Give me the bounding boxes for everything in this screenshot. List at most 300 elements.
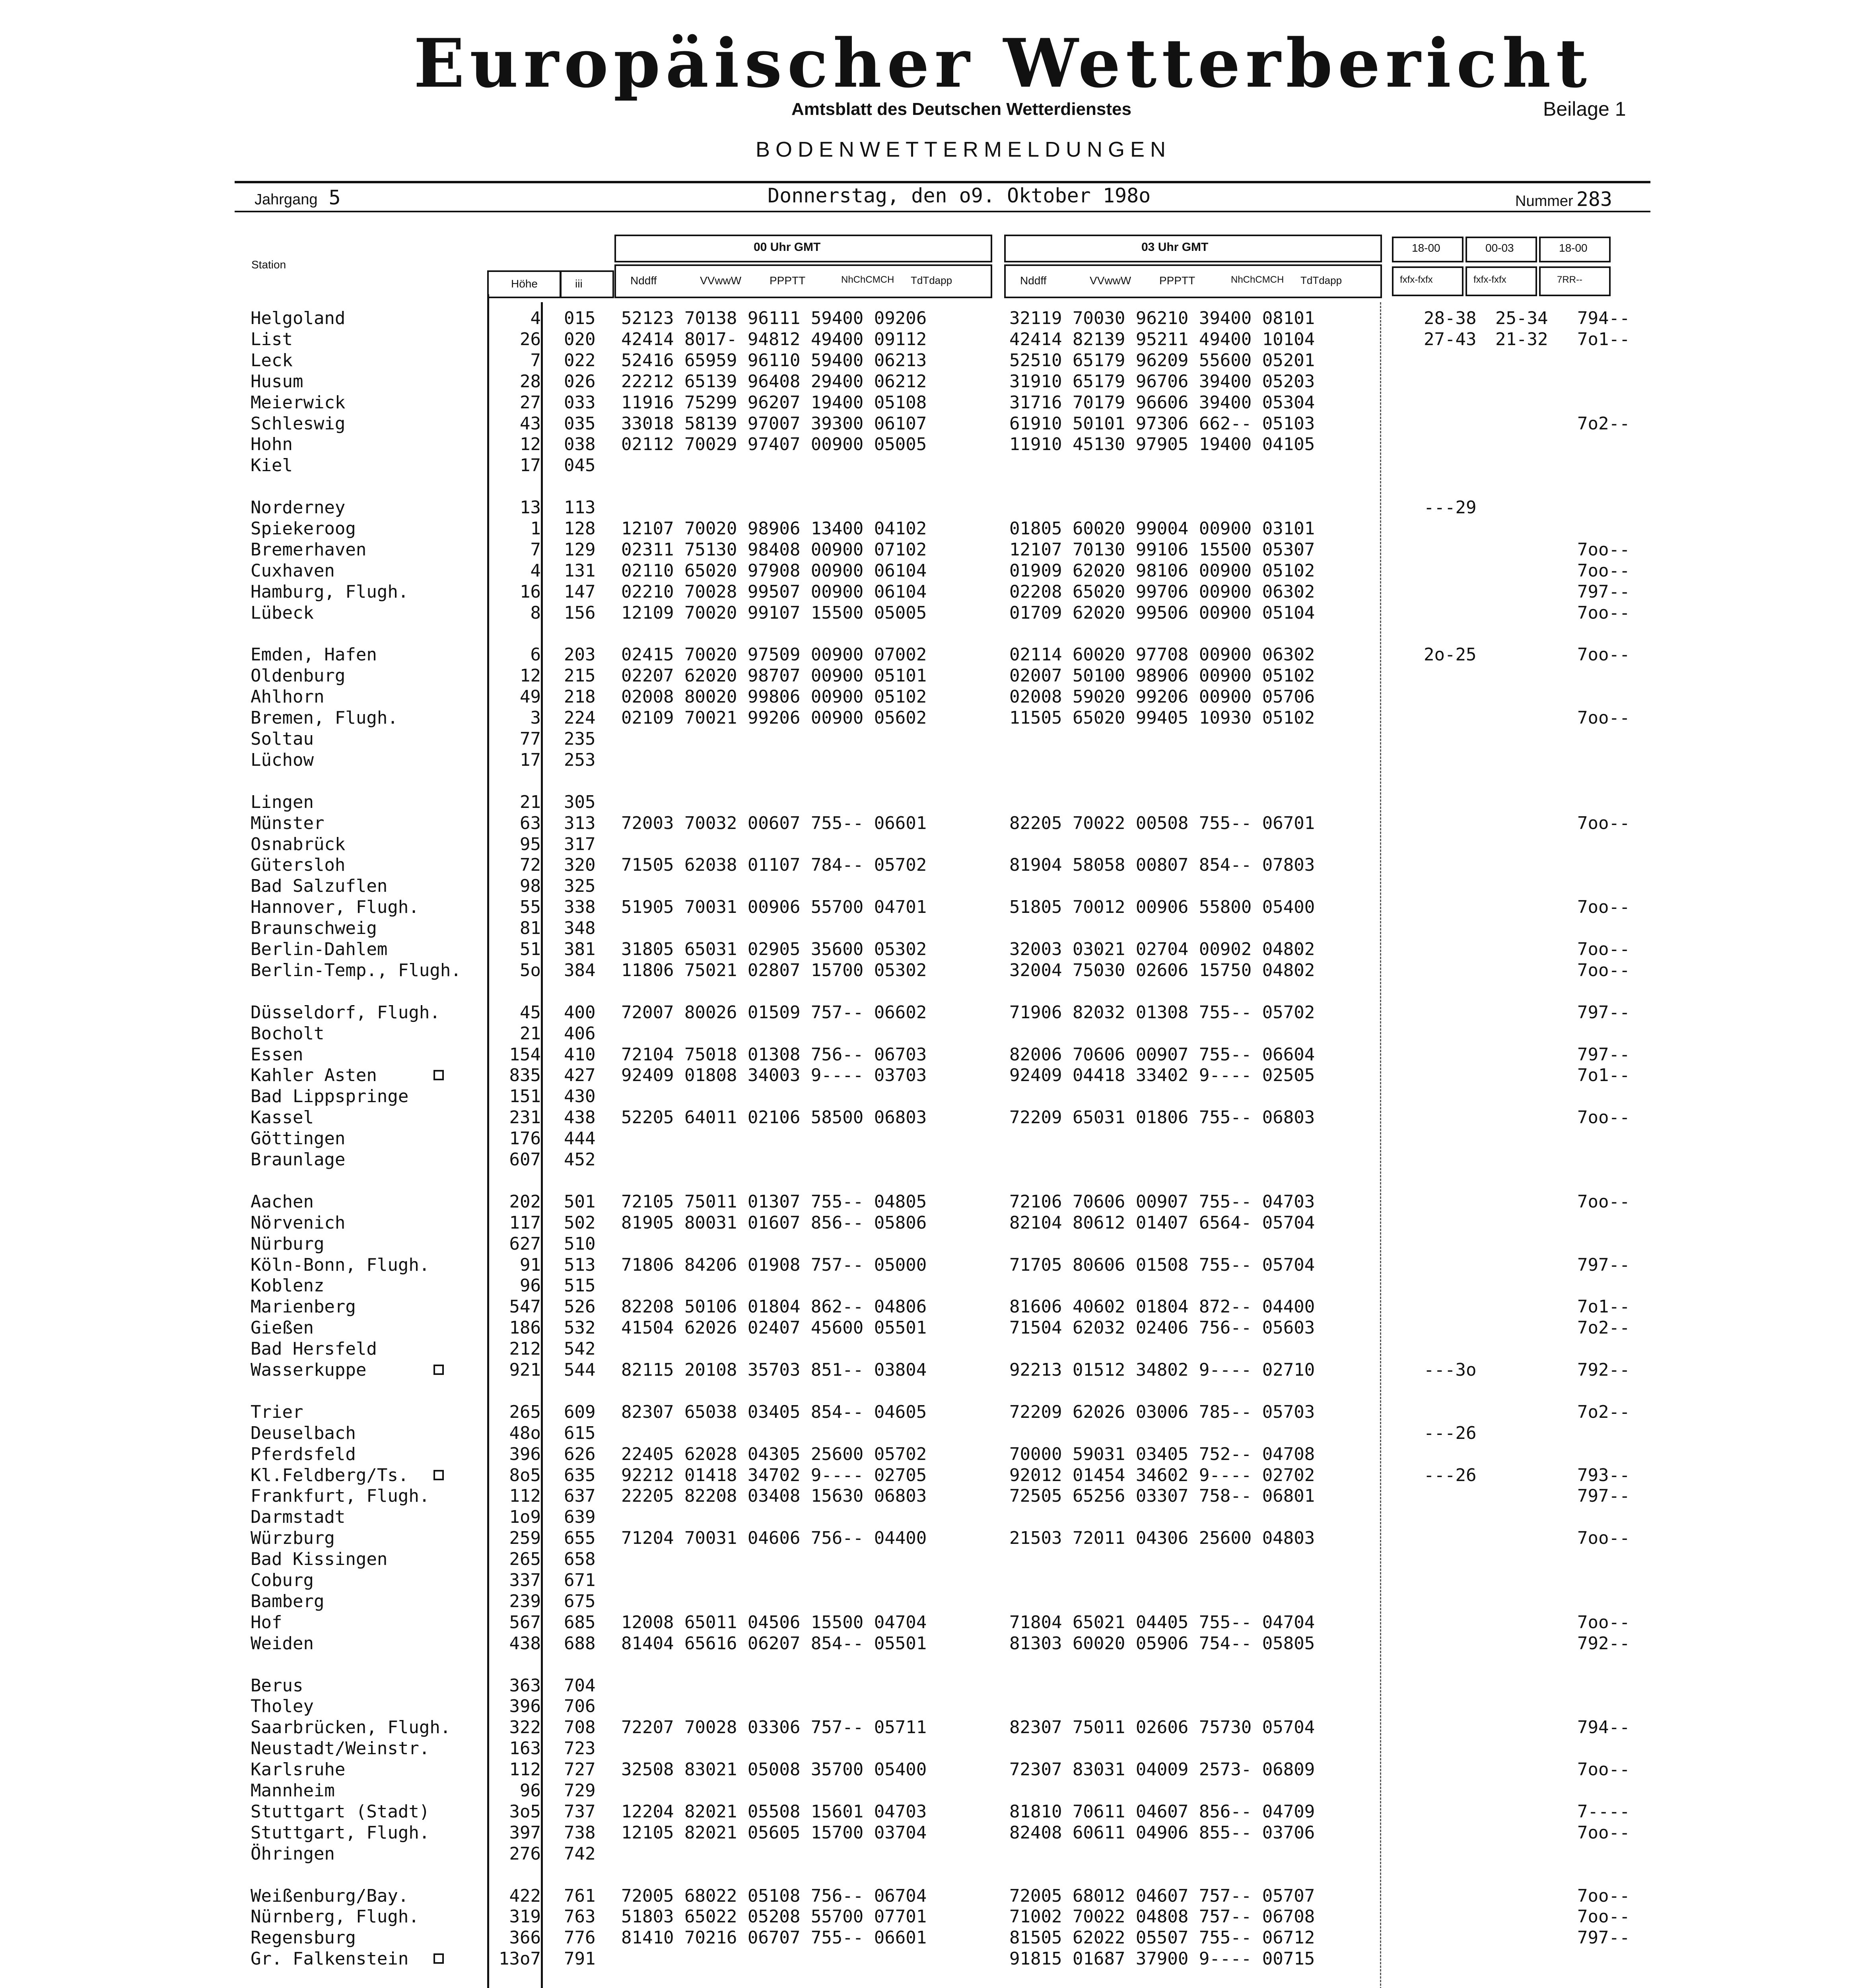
station-name: Bad Lippspringe (251, 1086, 409, 1107)
observation-03-gmt: 01709 62020 99506 00900 05104 (1009, 603, 1315, 623)
row-spacer (0, 476, 1860, 497)
observation-00-gmt: 52416 65959 96110 59400 06213 (621, 350, 927, 371)
station-name: Tholey (251, 1696, 314, 1716)
station-index: 325 (564, 876, 596, 896)
table-row (0, 1065, 1860, 1086)
station-name: Osnabrück (251, 834, 346, 854)
station-height: 8o5 (509, 1465, 541, 1485)
station-height: 96 (520, 1276, 541, 1296)
table-row (0, 1886, 1860, 1906)
gust-18-00: ---26 (1424, 1423, 1477, 1443)
station-name: Frankfurt, Flugh. (251, 1486, 430, 1506)
col-header: TdTdapp (911, 274, 952, 286)
jahrgang-value: 5 (328, 186, 341, 209)
gust-18-00: 28-38 (1424, 308, 1477, 328)
mountain-station-icon (433, 1070, 444, 1080)
table-row (0, 1002, 1860, 1023)
station-name: Bocholt (251, 1023, 325, 1044)
station-height: 51 (520, 939, 541, 959)
table-row (0, 1276, 1860, 1296)
table-row (0, 1234, 1860, 1254)
observation-00-gmt: 12105 82021 05605 15700 03704 (621, 1823, 927, 1843)
station-height: 1o9 (509, 1507, 541, 1527)
observation-00-gmt: 12107 70020 98906 13400 04102 (621, 518, 927, 539)
station-height: 1 (530, 518, 541, 539)
precip-18-00: 7o1-- (1577, 1297, 1630, 1317)
table-row (0, 729, 1860, 749)
observation-00-gmt: 52205 64011 02106 58500 06803 (621, 1107, 927, 1128)
station-height: 45 (520, 1002, 541, 1023)
station-height: 17 (520, 750, 541, 770)
station-name: Weiden (251, 1633, 314, 1654)
observation-03-gmt: 51805 70012 00906 55800 05400 (1009, 897, 1315, 917)
station-height: 5o (520, 960, 541, 980)
observation-00-gmt: 31805 65031 02905 35600 05302 (621, 939, 927, 959)
station-height: 8 (530, 603, 541, 623)
table-row (0, 1128, 1860, 1149)
station-height: 98 (520, 876, 541, 896)
precip-18-00: 797-- (1577, 1044, 1630, 1065)
mountain-station-icon (433, 1470, 444, 1480)
table-row (0, 1570, 1860, 1591)
station-index: 348 (564, 918, 596, 938)
observation-03-gmt: 71906 82032 01308 755-- 05702 (1009, 1002, 1315, 1023)
precip-18-00: 7oo-- (1577, 939, 1630, 959)
table-row (0, 308, 1860, 329)
station-name: Essen (251, 1044, 303, 1065)
table-row (0, 1759, 1860, 1780)
precip-18-00: 7o1-- (1577, 329, 1630, 349)
station-height: 13o7 (499, 1949, 541, 1969)
station-index: 706 (564, 1696, 596, 1716)
precip-18-00: 7oo-- (1577, 960, 1630, 980)
observation-00-gmt: 12204 82021 05508 15601 04703 (621, 1802, 927, 1822)
gust-18-00: ---29 (1424, 497, 1477, 518)
jahrgang-label: Jahrgang (255, 191, 318, 208)
table-row (0, 834, 1860, 855)
station-index: 427 (564, 1065, 596, 1085)
station-index: 452 (564, 1149, 596, 1170)
observation-00-gmt: 81410 70216 06707 755-- 06601 (621, 1928, 927, 1948)
station-index: 763 (564, 1906, 596, 1927)
observation-03-gmt: 92409 04418 33402 9---- 02505 (1009, 1065, 1315, 1085)
observation-00-gmt: 41504 62026 02407 45600 05501 (621, 1318, 927, 1338)
station-header: Station (251, 258, 286, 271)
station-name: Deuselbach (251, 1423, 356, 1443)
station-height: 337 (509, 1570, 541, 1590)
station-height: 176 (509, 1128, 541, 1149)
station-name: Mannheim (251, 1780, 335, 1801)
station-index: 317 (564, 834, 596, 854)
station-index: 685 (564, 1612, 596, 1633)
table-row (0, 1465, 1860, 1486)
observation-00-gmt: 92212 01418 34702 9---- 02705 (621, 1465, 927, 1485)
table-row (0, 1612, 1860, 1633)
gust-00-03: 25-34 (1495, 308, 1548, 328)
station-name: Hohn (251, 434, 293, 454)
table-row (0, 918, 1860, 939)
observation-03-gmt: 02114 60020 97708 00900 06302 (1009, 645, 1315, 665)
station-name: Hannover, Flugh. (251, 897, 419, 917)
extra-sub-header: fxfx-fxfx (1473, 274, 1506, 285)
station-name: List (251, 329, 293, 349)
ii-header: iii (575, 278, 583, 290)
station-name: Ahlhorn (251, 687, 325, 707)
station-height: 627 (509, 1234, 541, 1254)
precip-18-00: 7oo-- (1577, 1612, 1630, 1633)
observation-00-gmt: 02210 70028 99507 00900 06104 (621, 582, 927, 602)
gust-00-03: 21-32 (1495, 329, 1548, 349)
table-row (0, 1255, 1860, 1276)
station-name: Gütersloh (251, 855, 346, 875)
station-name: Nörvenich (251, 1213, 346, 1233)
precip-18-00: 7oo-- (1577, 1759, 1630, 1780)
observation-00-gmt: 51803 65022 05208 55700 07701 (621, 1906, 927, 1927)
observation-00-gmt: 71505 62038 01107 784-- 05702 (621, 855, 927, 875)
station-name: Stuttgart (Stadt) (251, 1802, 430, 1822)
station-height: 363 (509, 1675, 541, 1696)
station-height: 163 (509, 1738, 541, 1759)
station-index: 704 (564, 1675, 596, 1696)
table-row (0, 1339, 1860, 1359)
station-index: 022 (564, 350, 596, 371)
table-row (0, 1696, 1860, 1717)
observation-03-gmt: 72209 65031 01806 755-- 06803 (1009, 1107, 1315, 1128)
table-row (0, 792, 1860, 813)
table-row (0, 540, 1860, 560)
station-name: Bremerhaven (251, 540, 367, 560)
observation-03-gmt: 32119 70030 96210 39400 08101 (1009, 308, 1315, 328)
col-header: PPPTT (770, 274, 806, 287)
observation-00-gmt: 81404 65616 06207 854-- 05501 (621, 1633, 927, 1654)
observation-00-gmt: 82115 20108 35703 851-- 03804 (621, 1360, 927, 1380)
station-name: Helgoland (251, 308, 346, 328)
station-index: 615 (564, 1423, 596, 1443)
row-spacer (0, 1970, 1860, 1988)
page-title: Europäischer Wetterbericht (414, 24, 1592, 103)
station-index: 410 (564, 1044, 596, 1065)
station-name: Marienberg (251, 1297, 356, 1317)
station-index: 156 (564, 603, 596, 623)
station-name: Lübeck (251, 603, 314, 623)
station-name: Koblenz (251, 1276, 325, 1296)
mountain-station-icon (433, 1365, 444, 1375)
table-row (0, 813, 1860, 834)
station-height: 21 (520, 792, 541, 812)
table-row (0, 1906, 1860, 1927)
col-header: Nddff (1020, 274, 1047, 287)
observation-00-gmt: 12008 65011 04506 15500 04704 (621, 1612, 927, 1633)
station-height: 26 (520, 329, 541, 349)
station-index: 502 (564, 1213, 596, 1233)
table-row (0, 1086, 1860, 1107)
table-row (0, 960, 1860, 981)
precip-18-00: 7oo-- (1577, 1886, 1630, 1906)
precip-18-00: 7oo-- (1577, 561, 1630, 581)
station-name: Lingen (251, 792, 314, 812)
extra-sub-header: 7RR-- (1557, 274, 1582, 285)
observation-03-gmt: 61910 50101 97306 662-- 05103 (1009, 414, 1315, 434)
table-row (0, 1318, 1860, 1338)
col-header: Nddff (630, 274, 657, 287)
nummer-label: Nummer (1515, 193, 1573, 210)
observation-00-gmt: 82307 65038 03405 854-- 04605 (621, 1402, 927, 1422)
precip-18-00: 7oo-- (1577, 1107, 1630, 1128)
table-row (0, 876, 1860, 897)
col-header: PPPTT (1159, 274, 1195, 287)
station-height: 4 (530, 561, 541, 581)
extra-header: 00-03 (1485, 242, 1514, 254)
table-row (0, 1486, 1860, 1507)
row-spacer (0, 1865, 1860, 1885)
station-index: 671 (564, 1570, 596, 1590)
col-header: VVwwW (1090, 274, 1131, 287)
station-index: 113 (564, 497, 596, 518)
station-index: 791 (564, 1949, 596, 1969)
station-index: 129 (564, 540, 596, 560)
gust-18-00: ---3o (1424, 1360, 1477, 1380)
observation-00-gmt: 22212 65139 96408 29400 06212 (621, 371, 927, 392)
station-index: 544 (564, 1360, 596, 1380)
observation-03-gmt: 71804 65021 04405 755-- 04704 (1009, 1612, 1315, 1633)
station-index: 742 (564, 1844, 596, 1864)
table-row (0, 1675, 1860, 1696)
station-index: 532 (564, 1318, 596, 1338)
observation-00-gmt: 72005 68022 05108 756-- 06704 (621, 1886, 927, 1906)
observation-03-gmt: 01805 60020 99004 00900 03101 (1009, 518, 1315, 539)
station-index: 637 (564, 1486, 596, 1506)
station-index: 438 (564, 1107, 596, 1128)
observation-00-gmt: 72007 80026 01509 757-- 06602 (621, 1002, 927, 1023)
station-name: Braunschweig (251, 918, 377, 938)
station-name: Göttingen (251, 1128, 346, 1149)
observation-00-gmt: 72207 70028 03306 757-- 05711 (621, 1717, 927, 1738)
table-row (0, 1928, 1860, 1948)
station-height: 265 (509, 1402, 541, 1422)
precip-18-00: 7oo-- (1577, 540, 1630, 560)
precip-18-00: 797-- (1577, 582, 1630, 602)
observation-00-gmt: 42414 8017- 94812 49400 09112 (621, 329, 927, 349)
observation-03-gmt: 72209 62026 03006 785-- 05703 (1009, 1402, 1315, 1422)
nummer-value: 283 (1576, 188, 1612, 211)
station-name: Schleswig (251, 414, 346, 434)
table-row (0, 414, 1860, 434)
row-spacer (0, 1654, 1860, 1675)
station-name: Husum (251, 371, 303, 392)
observation-03-gmt: 01909 62020 98106 00900 05102 (1009, 561, 1315, 581)
precip-18-00: 7oo-- (1577, 1192, 1630, 1212)
station-index: 510 (564, 1234, 596, 1254)
station-name: Würzburg (251, 1528, 335, 1548)
station-index: 128 (564, 518, 596, 539)
station-index: 430 (564, 1086, 596, 1107)
observation-03-gmt: 72307 83031 04009 2573- 06809 (1009, 1759, 1315, 1780)
table-row (0, 497, 1860, 518)
station-name: Bremen, Flugh. (251, 708, 398, 728)
station-index: 045 (564, 455, 596, 476)
station-height: 17 (520, 455, 541, 476)
station-index: 400 (564, 1002, 596, 1023)
station-index: 776 (564, 1928, 596, 1948)
precip-18-00: 794-- (1577, 308, 1630, 328)
observation-03-gmt: 32004 75030 02606 15750 04802 (1009, 960, 1315, 980)
extra-header: 18-00 (1412, 242, 1440, 254)
station-height: 12 (520, 434, 541, 454)
station-index: 038 (564, 434, 596, 454)
station-name: Lüchow (251, 750, 314, 770)
table-row (0, 1402, 1860, 1423)
beilage-label: Beilage 1 (1543, 98, 1626, 120)
table-row (0, 582, 1860, 602)
station-index: 688 (564, 1633, 596, 1654)
station-height: 117 (509, 1213, 541, 1233)
precip-18-00: 794-- (1577, 1717, 1630, 1738)
row-spacer (0, 981, 1860, 1002)
station-height: 55 (520, 897, 541, 917)
station-name: Bamberg (251, 1591, 325, 1611)
station-index: 723 (564, 1738, 596, 1759)
precip-18-00: 7oo-- (1577, 1906, 1630, 1927)
station-height: 81 (520, 918, 541, 938)
gust-18-00: 27-43 (1424, 329, 1477, 349)
observation-00-gmt: 81905 80031 01607 856-- 05806 (621, 1213, 927, 1233)
station-height: 112 (509, 1486, 541, 1506)
table-row (0, 666, 1860, 686)
table-row (0, 687, 1860, 707)
table-row (0, 561, 1860, 581)
station-name: Hof (251, 1612, 282, 1633)
station-index: 320 (564, 855, 596, 875)
col-header: NhChCMCH (1231, 274, 1284, 285)
station-height: 28 (520, 371, 541, 392)
station-index: 738 (564, 1823, 596, 1843)
observation-00-gmt: 51905 70031 00906 55700 04701 (621, 897, 927, 917)
table-row (0, 350, 1860, 371)
station-name: Coburg (251, 1570, 314, 1590)
station-name: Braunlage (251, 1149, 346, 1170)
table-row (0, 1423, 1860, 1444)
station-height: 96 (520, 1780, 541, 1801)
station-height: 6 (530, 645, 541, 665)
station-index: 737 (564, 1802, 596, 1822)
section-heading: BODENWETTERMELDUNGEN (756, 138, 1172, 161)
observation-03-gmt: 82006 70606 00907 755-- 06604 (1009, 1044, 1315, 1065)
station-index: 635 (564, 1465, 596, 1485)
precip-18-00: 797-- (1577, 1002, 1630, 1023)
observation-00-gmt: 02109 70021 99206 00900 05602 (621, 708, 927, 728)
observation-00-gmt: 71806 84206 01908 757-- 05000 (621, 1255, 927, 1275)
observation-03-gmt: 71002 70022 04808 757-- 06708 (1009, 1906, 1315, 1927)
hohe-header: Höhe (511, 278, 538, 290)
precip-18-00: 7oo-- (1577, 645, 1630, 665)
station-height: 438 (509, 1633, 541, 1654)
station-name: Kassel (251, 1107, 314, 1128)
table-row (0, 1633, 1860, 1654)
station-name: Nürburg (251, 1234, 325, 1254)
col-header: TdTdapp (1300, 274, 1342, 286)
station-height: 7 (530, 350, 541, 371)
station-name: Pferdsfeld (251, 1444, 356, 1464)
station-name: Gr. Falkenstein (251, 1949, 409, 1969)
station-index: 305 (564, 792, 596, 812)
station-index: 727 (564, 1759, 596, 1780)
station-height: 259 (509, 1528, 541, 1548)
observation-03-gmt: 92213 01512 34802 9---- 02710 (1009, 1360, 1315, 1380)
table-row (0, 750, 1860, 771)
station-height: 12 (520, 666, 541, 686)
station-index: 026 (564, 371, 596, 392)
observation-03-gmt: 12107 70130 99106 15500 05307 (1009, 540, 1315, 560)
observation-03-gmt: 42414 82139 95211 49400 10104 (1009, 329, 1315, 349)
gust-18-00: ---26 (1424, 1465, 1477, 1485)
table-row (0, 1107, 1860, 1128)
station-name: Neustadt/Weinstr. (251, 1738, 430, 1759)
station-height: 16 (520, 582, 541, 602)
station-name: Berus (251, 1675, 303, 1696)
station-index: 147 (564, 582, 596, 602)
precip-18-00: 7oo-- (1577, 897, 1630, 917)
station-index: 639 (564, 1507, 596, 1527)
table-row (0, 1823, 1860, 1843)
table-row (0, 455, 1860, 476)
station-height: 921 (509, 1360, 541, 1380)
publisher-subtitle: Amtsblatt des Deutschen Wetterdienstes (791, 99, 1131, 119)
observation-03-gmt: 02208 65020 99706 00900 06302 (1009, 582, 1315, 602)
table-row (0, 371, 1860, 392)
table-row (0, 1507, 1860, 1528)
station-name: Bad Salzuflen (251, 876, 388, 896)
observation-03-gmt: 81904 58058 00807 854-- 07803 (1009, 855, 1315, 875)
station-height: 151 (509, 1086, 541, 1107)
table-row (0, 855, 1860, 876)
col-header: NhChCMCH (841, 274, 894, 285)
table-row (0, 897, 1860, 918)
station-height: 396 (509, 1696, 541, 1716)
station-height: 112 (509, 1759, 541, 1780)
station-height: 3o5 (509, 1802, 541, 1822)
station-name: Darmstadt (251, 1507, 346, 1527)
station-name: Wasserkuppe (251, 1360, 367, 1380)
observation-00-gmt: 02112 70029 97407 00900 05005 (621, 434, 927, 454)
observation-03-gmt: 70000 59031 03405 752-- 04708 (1009, 1444, 1315, 1464)
station-index: 708 (564, 1717, 596, 1738)
station-name: Nürnberg, Flugh. (251, 1906, 419, 1927)
station-height: 265 (509, 1549, 541, 1569)
station-height: 154 (509, 1044, 541, 1065)
station-height: 212 (509, 1339, 541, 1359)
precip-18-00: 7o2-- (1577, 414, 1630, 434)
observation-00-gmt: 92409 01808 34003 9---- 03703 (621, 1065, 927, 1085)
observation-03-gmt: 11505 65020 99405 10930 05102 (1009, 708, 1315, 728)
station-height: 397 (509, 1823, 541, 1843)
observation-00-gmt: 02207 62020 98707 00900 05101 (621, 666, 927, 686)
station-name: Regensburg (251, 1928, 356, 1948)
observation-03-gmt: 82104 80612 01407 6564- 05704 (1009, 1213, 1315, 1233)
station-name: Cuxhaven (251, 561, 335, 581)
station-name: Norderney (251, 497, 346, 518)
table-row (0, 1780, 1860, 1801)
precip-18-00: 7o1-- (1577, 1065, 1630, 1085)
table-row (0, 1717, 1860, 1738)
station-index: 224 (564, 708, 596, 728)
observation-03-gmt: 81505 62022 05507 755-- 06712 (1009, 1928, 1315, 1948)
station-index: 015 (564, 308, 596, 328)
station-index: 215 (564, 666, 596, 686)
station-name: Berlin-Dahlem (251, 939, 388, 959)
table-row (0, 1528, 1860, 1549)
station-height: 77 (520, 729, 541, 749)
station-name: Gießen (251, 1318, 314, 1338)
